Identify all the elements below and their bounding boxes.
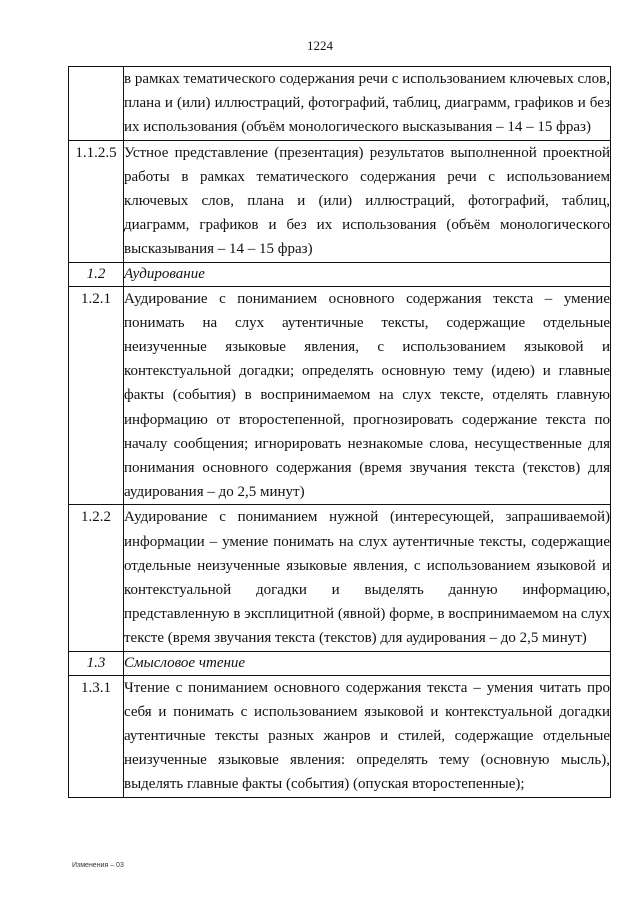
section-row — [69, 262, 611, 286]
footer-revision-note: Изменения – 03 — [72, 862, 124, 869]
table-row — [69, 505, 611, 651]
page-number: 1224 — [307, 38, 333, 53]
row-text: Аудирование с пониманием основного содержания текста – умение понимать на слух аутентичные тексты, содержащие отдельные неизученные языковые явления, с использованием языковой и контекстуальной догадки; определять основную тему (идею) и главные факты (события) в воспринимаемом на слух тексте, отделять главную информацию от второстепенной, прогнозировать содержание текста по началу сообщения; игнорировать незнакомые слова, несущественные для понимания основного содержания (время звучания текста (текстов) для аудирования – до 2,5 минут) — [124, 286, 611, 505]
table-row — [69, 67, 611, 141]
row-text: Аудирование с пониманием нужной (интересующей, запрашиваемой) информации – умение понимать на слух аутентичные тексты, содержащие отдельные неизученные языковые явления, с использованием языковой и контекстуальной догадки и выделять данную информацию, представленную в эксплицитной (явной) форме, в воспринимаемом на слух тексте (время звучания текста (текстов) для аудирования – до 2,5 минут) — [124, 505, 611, 651]
content-table — [68, 66, 611, 798]
section-number: 1.2 — [69, 262, 124, 286]
section-title: Смысловое чтение — [124, 651, 611, 675]
row-number: 1.2.2 — [69, 505, 124, 651]
row-number — [69, 67, 124, 141]
table-row — [69, 140, 611, 262]
section-number: 1.3 — [69, 651, 124, 675]
row-text: в рамках тематического содержания речи с использованием ключевых слов, плана и (или) иллюстраций, фотографий, таблиц, диаграмм, графиков и без их использования (объём монологического высказывания – 14 – 15 фраз) — [124, 67, 611, 141]
section-title: Аудирование — [124, 262, 611, 286]
row-text: Чтение с пониманием основного содержания текста – умения читать про себя и понимать с использованием языковой и контекстуальной догадки аутентичные тексты разных жанров и стилей, содержащие отдельные неизученные языковые явления: определять тему (основную мысль), выделять главные факты (события) (опуская второстепенные); — [124, 675, 611, 797]
table-row — [69, 286, 611, 505]
section-row — [69, 651, 611, 675]
row-text: Устное представление (презентация) результатов выполненной проектной работы в рамках тематического содержания речи с использованием ключевых слов, плана и (или) иллюстраций, фотографий, таблиц, диаграмм, графиков и без их использования (объём монологического высказывания – 14 – 15 фраз) — [124, 140, 611, 262]
table-row — [69, 675, 611, 797]
row-number: 1.1.2.5 — [69, 140, 124, 262]
row-number: 1.3.1 — [69, 675, 124, 797]
row-number: 1.2.1 — [69, 286, 124, 505]
